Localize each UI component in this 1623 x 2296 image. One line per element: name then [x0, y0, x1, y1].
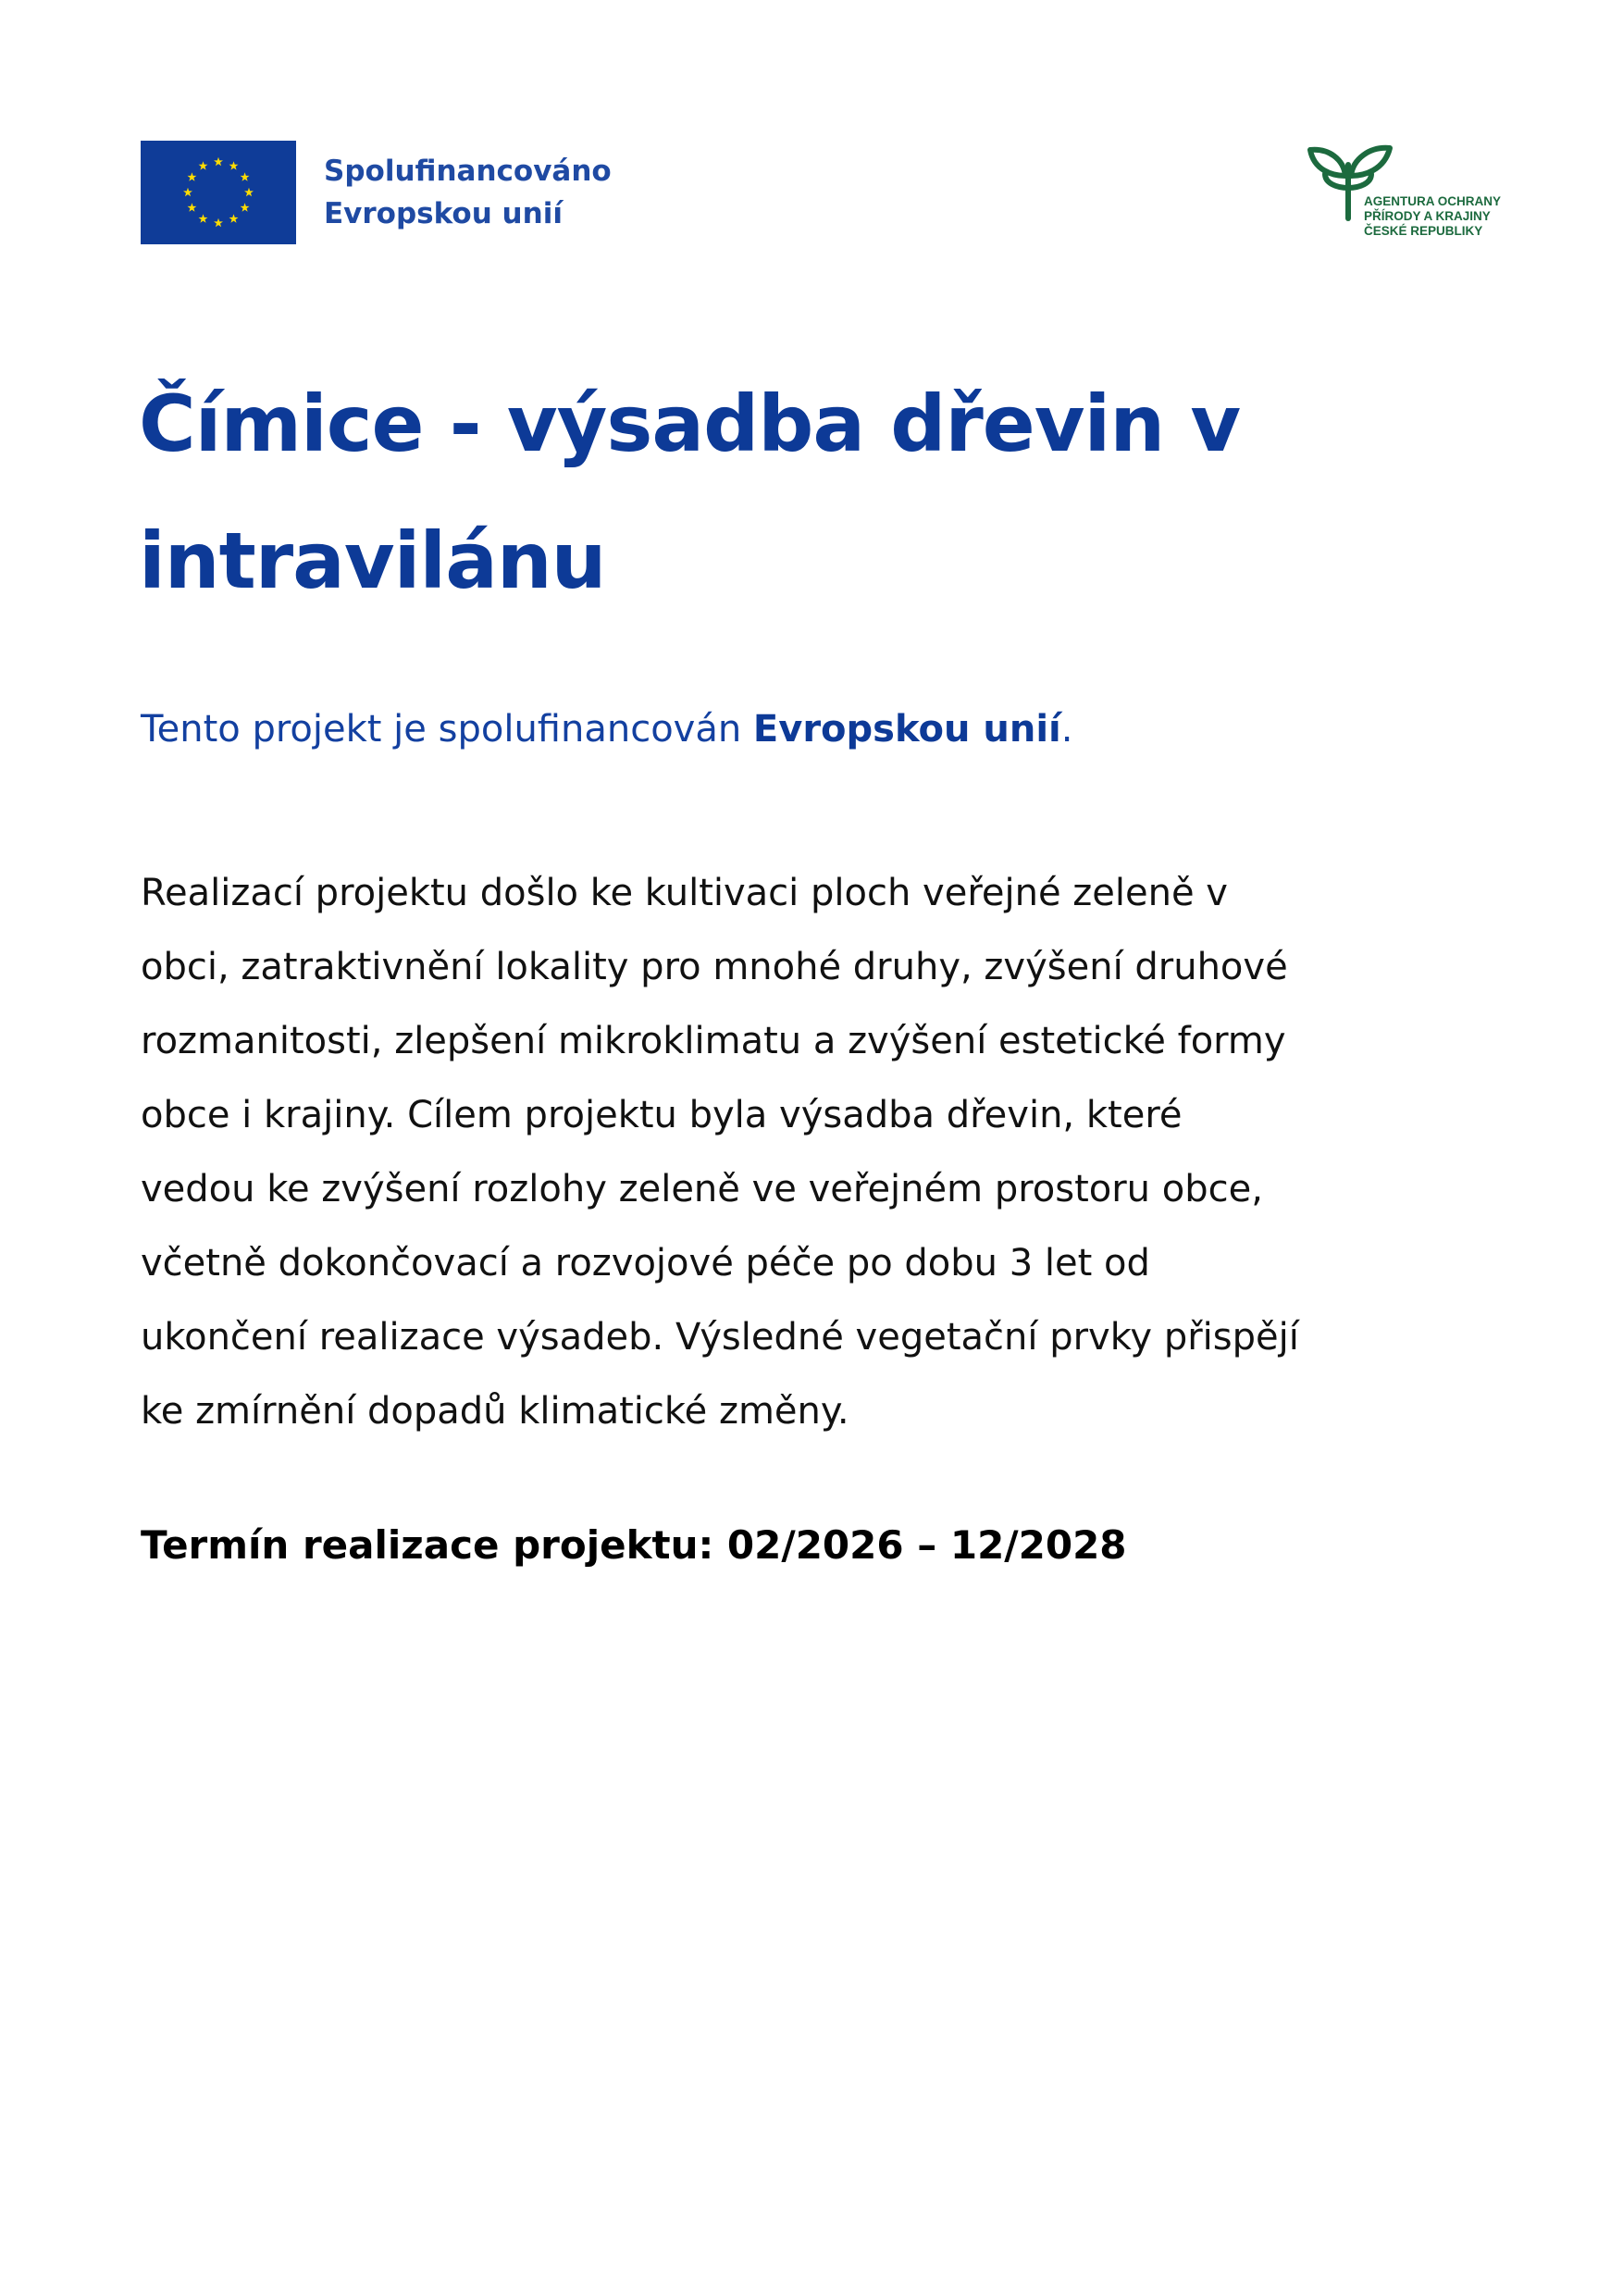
- eu-cofunding-block: [141, 141, 612, 244]
- description-line: obci, zatraktivnění lokality pro mnohé druhy, zvýšení druhové: [141, 946, 1288, 988]
- agency-logo-block: [1305, 139, 1499, 250]
- description-line: ke zmírnění dopadů klimatické změny.: [141, 1390, 849, 1433]
- cofunding-statement-emphasis: Evropskou unií: [752, 708, 1061, 751]
- description-line: vedou ke zvýšení rozlohy zeleně ve veřejném prostoru obce,: [141, 1168, 1263, 1210]
- description-line: obce i krajiny. Cílem projektu byla výsadba dřevin, které: [141, 1094, 1183, 1136]
- eu-cofunding-label: [324, 150, 612, 235]
- cofunding-statement-prefix: Tento projekt je spolufinancován: [141, 708, 753, 751]
- description-line: Realizací projektu došlo ke kultivaci ploch veřejné zeleně v: [141, 872, 1228, 914]
- project-title: Čímice - výsadba dřevin v intravilánu: [139, 379, 1241, 606]
- description-line: včetně dokončovací a rozvojové péče po dobu 3 let od: [141, 1242, 1150, 1285]
- eu-flag-icon: [141, 141, 296, 244]
- description-line: rozmanitosti, zlepšení mikroklimatu a zvýšení estetické formy: [141, 1020, 1286, 1062]
- project-term: Termín realizace projektu: 02/2026 – 12/2028: [141, 1522, 1127, 1568]
- project-description: [141, 856, 1510, 1448]
- cofunding-statement-suffix: .: [1060, 708, 1073, 751]
- eu-label-line1: Spolufinancováno: [324, 155, 612, 188]
- agency-line1: AGENTURA OCHRANY: [1364, 194, 1501, 208]
- eu-label-line2: Evropskou unií: [324, 197, 563, 230]
- agency-name: [1364, 194, 1501, 239]
- description-line: ukončení realizace výsadeb. Výsledné vegetační prvky přispějí: [141, 1316, 1299, 1359]
- cofunding-statement: [141, 703, 1072, 755]
- agency-line2: PŘÍRODY A KRAJINY: [1364, 209, 1491, 223]
- agency-line3: ČESKÉ REPUBLIKY: [1364, 224, 1483, 238]
